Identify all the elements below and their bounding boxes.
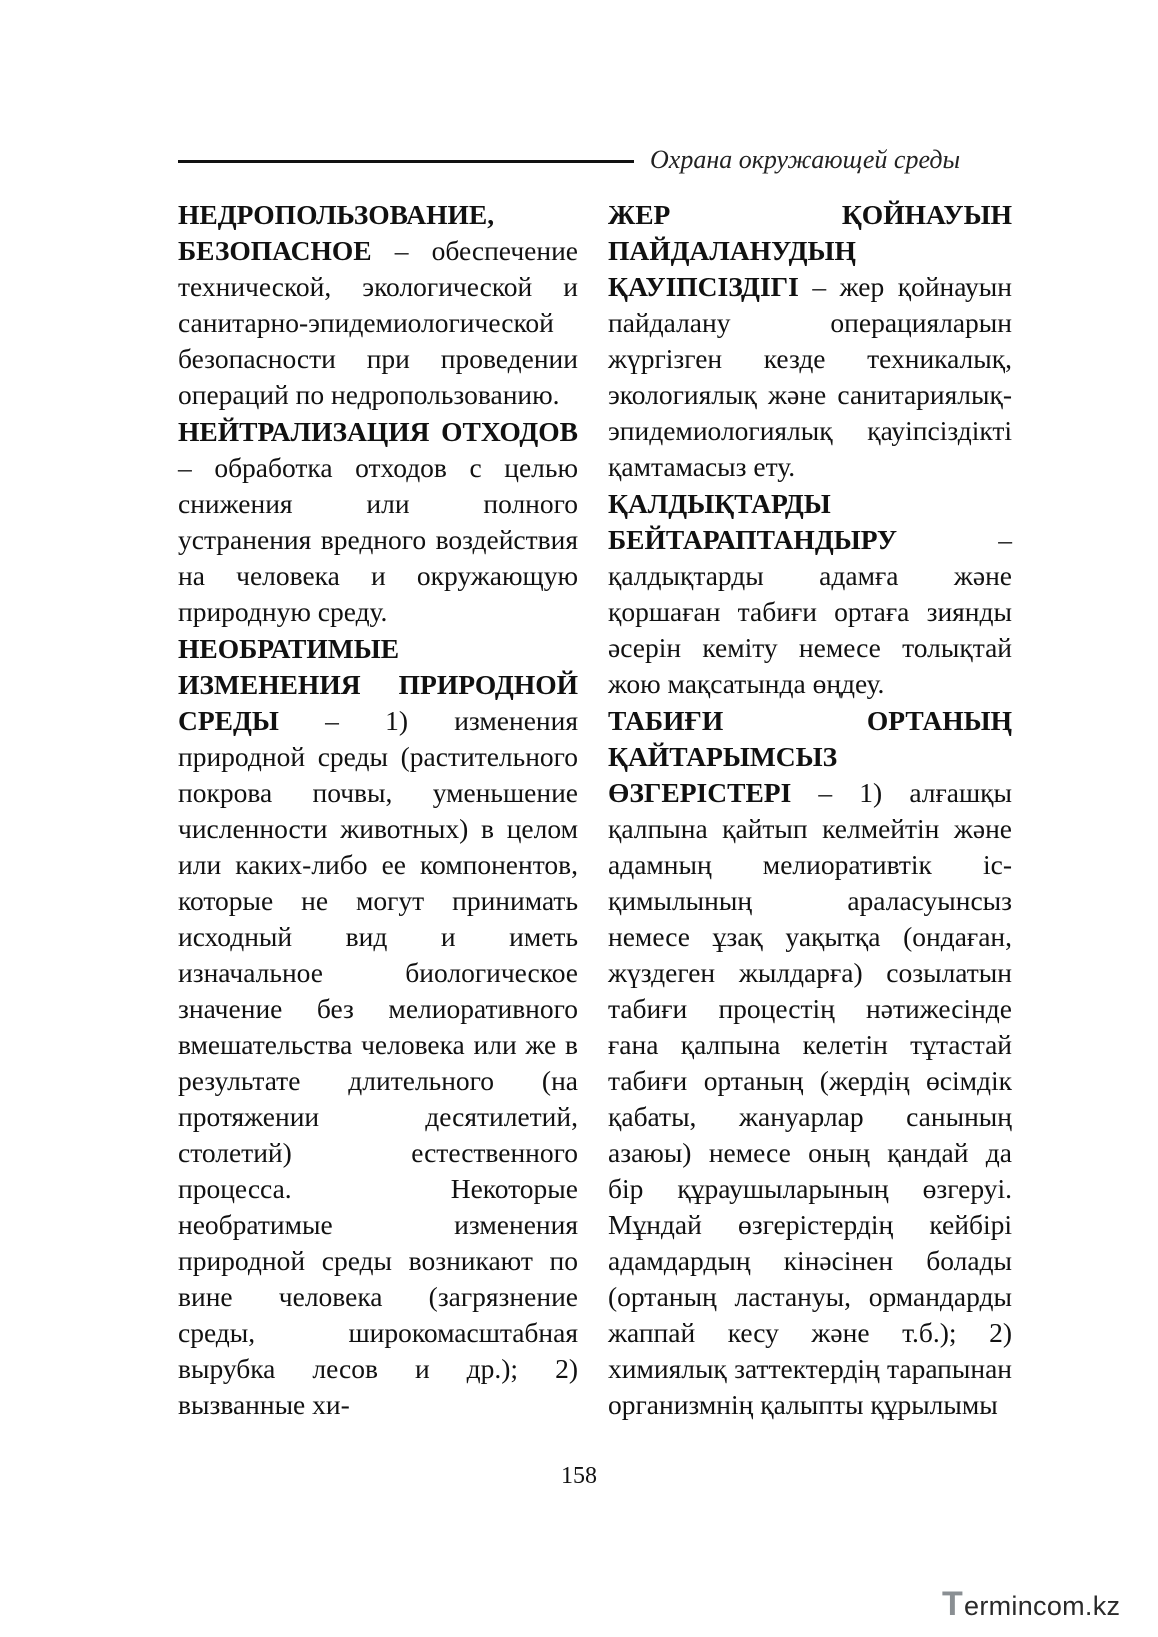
entry-definition: – обработка отходов с целью снижения или полного устранения вредного воздействия на человека и окружающую природную среду. [178, 452, 578, 627]
entry-definition: – жер қойнауын пайдалану операцияларын жүргізген кезде техникалық, экологиялық және санитариялық-эпидемиологиялық қауіпсіздікті қамтамасыз ету. [608, 271, 1012, 482]
header-rule [178, 160, 634, 163]
entry-term: ТАБИҒИ ОРТАНЫҢ ҚАЙТАРЫМСЫЗ ӨЗГЕРІСТЕРІ [608, 705, 1012, 808]
logo-letter: T [942, 1585, 963, 1623]
entry-tabigi-ortanyn [608, 703, 1012, 1423]
right-column [608, 197, 1012, 1423]
entry-definition: – обеспечение технической, экологической и санитарно-эпидемиологической безопасности при проведении операций по недропользованию. [178, 235, 578, 410]
left-column [178, 197, 578, 1423]
page-number: 158 [561, 1463, 597, 1489]
entry-neobratimye [178, 631, 578, 1423]
entry-definition: – 1) алғашқы қалпына қайтып келмейтін және адамның мелиоративтік іс-қимылының араласуынсыз немесе ұзақ уақытқа (ондаған, жүздеген жылдарға) созылатын табиғи процестің нәтижесінде ғана қалпына келетін тұтастай табиғи ортаның (жердің өсімдік қабаты, жануарлар санының азаюы) немесе оның қандай да бір құраушыларының өзгеруі. Мұндай өзгерістердің кейбірі адамдардың кінәсінен болады (ортаның ластануы, ормандарды жаппай кесу және т.б.); 2) химиялық заттектердің тарапынан организмнің қалыпты құрылымы [608, 777, 1012, 1420]
entry-definition: – 1) изменения природной среды (растительного покрова почвы, уменьшение численности животных) в целом или каких-либо ее компонентов, которые не могут принимать исходный вид и иметь изначальное биологическое значение без мелиоративного вмешательства человека или же в результате длительного (на протяжении десятилетий, столетий) естественного процесса. Некоторые необратимые изменения природной среды возникают по вине человека (загрязнение среды, широкомасштабная вырубка лесов и др.); 2) вызванные хи- [178, 705, 578, 1420]
entry-term: ҚАЛДЫҚТАРДЫ БЕЙТАРАПТАНДЫРУ [608, 488, 898, 555]
entry-nedropolzovanie [178, 197, 578, 413]
entry-zher-koinauyn [608, 197, 1012, 485]
entry-term: НЕДРОПОЛЬЗОВАНИЕ, БЕЗОПАСНОЕ [178, 199, 495, 266]
logo-text: ermincom.kz [964, 1591, 1121, 1621]
running-title: Охрана окружающей среды [650, 145, 961, 174]
entry-term: НЕЙТРАЛИЗАЦИЯ ОТХОДОВ [178, 416, 578, 447]
entry-kaldyktardy [608, 486, 1012, 702]
entry-term: ЖЕР ҚОЙНАУЫН ПАЙДАЛАНУДЫҢ ҚАУІПСІЗДІГІ [608, 199, 1012, 302]
entry-neitralizatsiya [178, 414, 578, 630]
entry-definition: – қалдықтарды адамға және қоршаған табиғи ортаға зиянды әсерін кеміту немесе толықтай жою мақсатында өңдеу. [608, 524, 1012, 699]
termincom-logo [942, 1585, 1142, 1625]
entry-term: НЕОБРАТИМЫЕ ИЗМЕНЕНИЯ ПРИРОДНОЙ СРЕДЫ [178, 633, 578, 736]
